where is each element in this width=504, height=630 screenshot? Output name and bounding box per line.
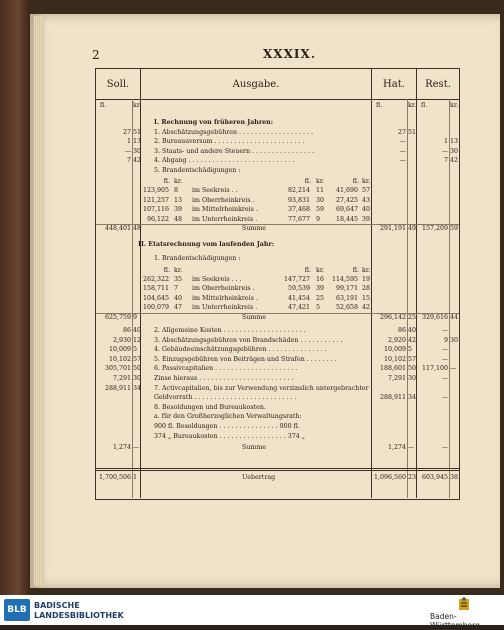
blb-wordmark (34, 601, 124, 621)
rest-kr-cell: 30 (450, 147, 459, 155)
sub-head: kr. (316, 178, 325, 185)
sub-cell: 25 (316, 294, 325, 302)
hat-fl-cell: 86 (397, 327, 406, 334)
sub-district: im Oberrheinkreis . (192, 196, 255, 204)
sub-head: kr. (362, 266, 371, 274)
rest-kr-cell: 38 (450, 474, 459, 481)
soll-fl-cell: 7 (126, 157, 131, 164)
sub-cell: 82,214 (287, 187, 310, 194)
sum-rule (96, 313, 459, 314)
rest-kr-cell: — (450, 365, 457, 373)
soll-kr-cell: 30 (133, 147, 142, 155)
soll-fl-cell: 305,701 (104, 365, 131, 373)
summe-label: Summe (242, 444, 267, 451)
ledger-entry: 1. Brandentschädigungen : (154, 254, 241, 262)
rest-fl-cell: 117,100 (421, 365, 448, 373)
hat-kr-cell: 42 (408, 336, 417, 344)
sub-head: kr. (174, 178, 183, 185)
col-divider (416, 99, 417, 498)
sub-cell: 69,647 (335, 206, 358, 213)
blb-line1: BADISCHE (34, 601, 80, 610)
soll-kr-cell: 40 (133, 327, 142, 334)
sub-cell: 52,658 (335, 304, 358, 311)
sub-district: im Seekreis . . . (192, 275, 242, 283)
hat-fl-cell: — (399, 147, 406, 155)
rest-fl-cell: — (441, 327, 448, 334)
bw-crest-icon (456, 597, 472, 611)
soll-fl-cell: — (124, 147, 131, 155)
hat-fl-cell: 7,291 (387, 375, 406, 382)
soll-fl-cell: 448,401 (104, 225, 131, 232)
soll-kr-cell: 13 (133, 138, 142, 145)
sub-district: im Oberrheinkreis . (192, 285, 255, 292)
sub-cell: 40 (362, 206, 371, 213)
hat-header: Hat. (372, 69, 417, 100)
sub-cell: 41,454 (287, 294, 310, 302)
sub-cell: 104,645 (142, 294, 169, 302)
ledger-entry: 5. Einzugsgebühren von Beiträgen und Strafen . . . . . . . . (154, 355, 337, 363)
hat-kr-cell: — (408, 444, 415, 451)
rest-fl-cell: — (441, 346, 448, 354)
hat-fl-cell: 291,191 (379, 225, 406, 232)
ledger-entry: Geldvorrath . . . . . . . . . . . . . . . . . . . . . . . . . . (154, 394, 297, 402)
soll-kr-cell: 12 (133, 336, 142, 344)
soll-kr-cell: 51 (133, 128, 142, 136)
rest-fl-cell: 157,209 (421, 225, 448, 232)
sub-cell: 42 (362, 304, 371, 311)
rest-fl-cell: — (441, 355, 448, 363)
col-divider (371, 99, 372, 498)
total-rule (96, 468, 459, 469)
sub-cell: 41,690 (335, 187, 358, 194)
sub-cell: 121,257 (142, 196, 169, 204)
soll-kr-cell: 9 (133, 313, 138, 321)
uebertrag-label: Uebertrag (242, 474, 276, 481)
sub-cell: 27,425 (335, 196, 358, 204)
total-rule (96, 470, 459, 471)
bw-wordmark: Baden-Württemberg (430, 612, 480, 630)
soll-fl-cell: 1 (126, 138, 131, 145)
sub-cell: 107,116 (142, 206, 169, 213)
sub-cell: 147,727 (283, 275, 310, 283)
chapter-number: XXXIX. (263, 47, 317, 61)
hat-kr-cell: 50 (408, 365, 417, 373)
sub-district: im Seekreis . . (192, 187, 238, 194)
ledger-entry: 374 „ Bureaukosten . . . . . . . . . . . . . . . . . 374 „ (154, 432, 306, 440)
sub-cell: 8 (174, 187, 179, 194)
ausgabe-header: Ausgabe. (141, 69, 372, 100)
rest-header: Rest. (417, 69, 459, 100)
sub-cell: 16 (316, 275, 325, 283)
unit-fl: fl. (100, 102, 107, 109)
sub-cell: 262,322 (142, 275, 169, 283)
sub-cell: 39 (316, 285, 325, 292)
unit-kr: kr. (133, 102, 142, 109)
ledger-entry: 4. Gebäudeeinschätzungsgebühren . . . . . . . . . . . . . . . (154, 346, 327, 354)
ledger-entry: a. für den Großherzoglichen Verwaltungsrath: (154, 413, 302, 421)
unit-fl: fl. (421, 102, 428, 109)
ledger-entry: 900 fl. Besoldungen . . . . . . . . . . . . . . . 900 fl. (154, 423, 300, 430)
sub-head: fl. (304, 178, 311, 185)
rest-fl-cell: 1 (443, 138, 448, 145)
soll-kr-cell: 42 (133, 157, 142, 164)
soll-fl-cell: 288,911 (104, 384, 131, 392)
soll-fl-cell: 86 (122, 327, 131, 334)
rest-kr-cell: 13 (450, 138, 459, 145)
sub-district: im Unterrheinkreis . (192, 215, 258, 223)
ledger-table (95, 68, 460, 500)
hat-fl-cell: 10,102 (383, 355, 406, 363)
sub-cell: 100,079 (142, 304, 169, 311)
sub-district: im Unterrheinkreis . (192, 304, 258, 311)
sub-cell: 59,539 (287, 285, 310, 292)
sub-cell: 77,677 (287, 215, 310, 223)
ledger-entry: 1. Abschätzungsgebühren . . . . . . . . . . . . . . . . . . . (154, 128, 314, 136)
soll-fl-cell: 10,102 (108, 355, 131, 363)
rest-fl-cell: — (441, 394, 448, 402)
hat-fl-cell: 296,142 (379, 313, 406, 321)
blb-logo: BLB (4, 599, 30, 621)
sub-cell: 47 (174, 304, 183, 311)
sub-cell: 93,831 (287, 196, 310, 204)
ledger-entry: 4. Abgang . . . . . . . . . . . . . . . . . . . . . . . . . . . (154, 157, 295, 164)
rest-fl-cell: — (441, 147, 448, 155)
rest-fl-cell: 329,616 (421, 313, 448, 321)
section-title: II. Etatsrechnung vom laufenden Jahr: (138, 240, 275, 248)
sub-head: fl. (352, 266, 359, 274)
soll-fl-cell: 7,291 (112, 375, 131, 382)
hat-fl-cell: 188,601 (379, 365, 406, 373)
sub-cell: 47,421 (287, 304, 310, 311)
sub-cell: 63,191 (335, 294, 358, 302)
rest-fl-cell: — (441, 444, 448, 451)
sub-district: im Mittelrheinkreis . (192, 294, 258, 302)
sub-cell: 5 (316, 304, 321, 311)
soll-header: Soll. (96, 69, 141, 100)
ledger-entry: 2. Bureauaversum . . . . . . . . . . . . . . . . . . . . . . . (154, 138, 305, 145)
unit-kr: kr. (450, 102, 459, 109)
sub-head: fl. (163, 266, 170, 274)
sub-cell: 123,905 (142, 187, 169, 194)
rest-kr-cell: 59 (450, 225, 459, 232)
sub-cell: 15 (362, 294, 371, 302)
hat-kr-cell: 51 (408, 128, 417, 136)
ledger-entry: 6. Passivcapitalien . . . . . . . . . . . . . . . . . . . . . (154, 365, 298, 373)
sub-cell: 30 (316, 196, 325, 204)
hat-kr-cell: 23 (408, 474, 417, 481)
soll-fl-cell: 1,274 (112, 444, 131, 451)
ledger-entry: 8. Besoldungen und Bureaukosten. (154, 403, 266, 411)
ledger-entry: 5. Brandentschädigungen : (154, 166, 241, 174)
sub-district: im Mittelrheinkreis . (192, 206, 258, 213)
sub-cell: 57 (362, 187, 371, 194)
sub-head: fl. (163, 178, 170, 185)
sub-cell: 158,711 (142, 285, 169, 292)
rest-fl-cell: 7 (443, 157, 448, 164)
soll-kr-cell: 48 (133, 225, 142, 232)
sub-cell: 96,122 (146, 215, 169, 223)
page-edge (34, 16, 44, 586)
sub-cell: 13 (174, 196, 183, 204)
sub-cell: 37,468 (287, 206, 310, 213)
hat-fl-cell: 10,009 (383, 346, 406, 354)
sub-cell: 18,445 (335, 215, 358, 223)
soll-fl-cell: 27 (122, 128, 131, 136)
sub-head: fl. (304, 266, 311, 274)
ledger-entry: Zinse hieraus . . . . . . . . . . . . . . . . . . . . . . . . (154, 375, 294, 382)
soll-kr-cell: 30 (133, 375, 142, 382)
page-number: 2 (92, 48, 100, 62)
soll-fl-cell: 625,759 (104, 313, 131, 321)
rest-fl-cell: 603,945 (421, 474, 448, 481)
rest-fl-cell: — (441, 375, 448, 382)
hat-fl-cell: 288,911 (379, 394, 406, 402)
rest-fl-cell: 9 (443, 336, 448, 344)
ledger-entry: 3. Staats- und andere Steuern . . . . . . . . . . . . . . . . (154, 147, 315, 155)
ledger-entry: 3. Abschätzungsgebühren von Brandschäden . . . . . . . . . . . (154, 336, 343, 344)
book-cover-edge (0, 0, 30, 595)
sum-rule (96, 224, 459, 225)
soll-kr-cell: 1 (133, 474, 138, 481)
sub-cell: 59 (316, 206, 325, 213)
rest-kr-cell: 30 (450, 336, 459, 344)
hat-kr-cell: 49 (408, 225, 417, 232)
hat-kr-cell: 25 (408, 313, 417, 321)
hat-kr-cell: 5 (408, 346, 413, 354)
soll-fl-cell: 2,930 (112, 336, 131, 344)
soll-fl-cell: 1,700,506 (98, 474, 131, 481)
sub-cell: 11 (316, 187, 325, 194)
hat-fl-cell: 1,096,560 (373, 474, 406, 481)
kr-divider (407, 99, 408, 498)
hat-fl-cell: — (399, 157, 406, 164)
sub-cell: 43 (362, 196, 371, 204)
sub-cell: 40 (174, 294, 183, 302)
sub-head: kr. (316, 266, 325, 274)
soll-kr-cell: 34 (133, 384, 142, 392)
hat-kr-cell: 34 (408, 394, 417, 402)
hat-fl-cell: — (399, 138, 406, 145)
hat-fl-cell: 27 (397, 128, 406, 136)
sub-head: kr. (362, 178, 371, 185)
hat-fl-cell: 2,920 (387, 336, 406, 344)
hat-fl-cell: 1,274 (387, 444, 406, 451)
blb-line2: LANDESBIBLIOTHEK (34, 611, 124, 620)
ledger-entry: 2. Allgemeine Kosten . . . . . . . . . . . . . . . . . . . . . (154, 327, 306, 334)
soll-kr-cell: — (133, 444, 140, 451)
sub-cell: 99,171 (335, 285, 358, 292)
soll-fl-cell: 10,009 (108, 346, 131, 354)
sub-cell: 28 (362, 285, 371, 292)
sub-head: kr. (174, 266, 183, 274)
summe-label: Summe (242, 225, 267, 232)
sub-cell: 9 (316, 215, 321, 223)
sub-cell: 7 (174, 285, 179, 292)
soll-kr-cell: 50 (133, 365, 142, 373)
hat-kr-cell: 40 (408, 327, 417, 334)
summe-label: Summe (242, 313, 267, 321)
sub-cell: 19 (362, 275, 371, 283)
rest-kr-cell: 44 (450, 313, 459, 321)
sub-cell: 39 (362, 215, 371, 223)
rest-kr-cell: 42 (450, 157, 459, 164)
unit-kr: kr. (408, 102, 417, 109)
sub-head: fl. (352, 178, 359, 185)
soll-kr-cell: 5 (133, 346, 138, 354)
ledger-entry: 7. Activcapitalien, bis zur Verwendung verzinslich untergebrachter (154, 384, 369, 392)
hat-kr-cell: 30 (408, 375, 417, 382)
unit-fl: fl. (376, 102, 383, 109)
sub-cell: 35 (174, 275, 183, 283)
sub-cell: 48 (174, 215, 183, 223)
sub-cell: 39 (174, 206, 183, 213)
hat-kr-cell: 57 (408, 355, 417, 363)
soll-kr-cell: 57 (133, 355, 142, 363)
sub-cell: 114,595 (331, 275, 358, 283)
ledger-entry: I. Rechnung von früheren Jahren: (154, 119, 274, 126)
